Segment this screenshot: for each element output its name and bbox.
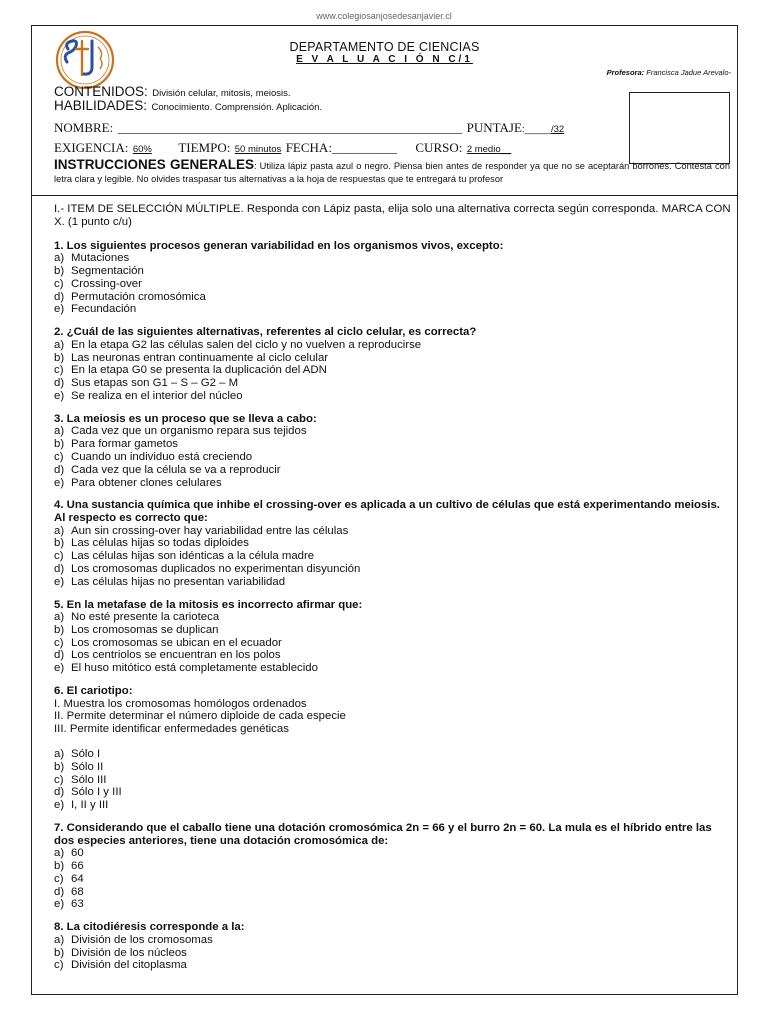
option-letter: d) [54,885,65,898]
option-letter: a) [54,425,65,438]
teacher-line [607,68,731,77]
option-letter: a) [54,847,65,860]
option-letter: e) [54,662,65,675]
option-text: Para obtener clones celulares [71,476,222,489]
option-c[interactable] [54,278,734,291]
option-a[interactable] [54,425,734,438]
option-letter: e) [54,799,65,812]
option-letter: e) [54,575,65,588]
option-text: División de los núcleos [71,946,187,959]
option-text: Los centriolos se encuentran en los polos [71,649,281,662]
exam-header [32,26,737,196]
course-label: CURSO: [415,140,463,155]
time-label: TIEMPO: [178,140,231,155]
option-text: 66 [71,860,84,873]
option-letter: b) [54,438,65,451]
option-b[interactable] [54,352,734,365]
question-8 [54,921,734,972]
option-a[interactable] [54,252,734,265]
option-letter: a) [54,338,65,351]
option-text: I, II y III [71,799,109,812]
option-text: Cuando un individuo está creciendo [71,450,253,463]
option-letter: b) [54,264,65,277]
option-e[interactable] [54,303,734,316]
option-text: Los cromosomas se duplican [71,623,219,636]
question-stem: 2. ¿Cuál de las siguientes alternativas, referentes al ciclo celular, es correcta? [54,326,477,339]
teacher-label: Profesora: [606,68,645,77]
question-stem: 7. Considerando que el caballo tiene una dotación cromosómica 2n = 66 y el burro 2n = 60. La mula es el híbrido entre las dos especies anteriores, tiene una dotación cromosómica de: [54,822,712,847]
option-text: Sólo I y III [71,786,122,799]
option-c[interactable] [54,873,734,886]
option-a[interactable] [54,847,734,860]
score-field[interactable]: :_____ [521,124,551,135]
option-c[interactable] [54,364,734,377]
statement-1: I. Muestra los cromosomas homólogos ordenados [54,697,307,710]
date-field[interactable]: __________ [331,140,397,155]
option-letter: a) [54,252,65,265]
option-b[interactable] [54,624,734,637]
question-3 [54,413,734,490]
option-b[interactable] [54,860,734,873]
option-b[interactable] [54,947,734,960]
option-text: Segmentación [71,264,144,277]
option-letter: c) [54,364,64,377]
option-text: Las células hijas no presentan variabilidad [71,575,286,588]
option-text: División de los cromosomas [71,933,213,946]
option-text: Sólo III [71,773,107,786]
option-e[interactable] [54,576,734,589]
option-text: El huso mitótico está completamente establecido [71,662,318,675]
option-text: Cada vez que un organismo repara sus tejidos [71,425,307,438]
option-letter: c) [54,277,64,290]
option-text: Mutaciones [71,252,130,265]
question-stem: 8. La citodiéresis corresponde a la: [54,921,245,934]
option-text: 68 [71,885,84,898]
option-c[interactable] [54,959,734,972]
evaluation-title: E V A L U A C I Ó N C/1 [296,54,473,65]
option-letter: b) [54,537,65,550]
statement-3: III. Permite identificar enfermedades genéticas [54,723,289,736]
instructions-text: : Utiliza lápiz pasta azul o negro. Piensa bien antes de responder ya que no se aceptarán borrones. Contesta con letra clara y legible. No olvides traspasar tus alternativas a la hoja de respuestas que te entregará tu profesor [54,161,730,184]
option-b[interactable] [54,761,734,774]
score-label: PUNTAJE [466,120,522,135]
skills-label: HABILIDADES: [54,98,148,113]
department-title: DEPARTAMENTO DE CIENCIAS [289,40,480,54]
option-a[interactable] [54,934,734,947]
option-b[interactable] [54,537,734,550]
option-a[interactable] [54,611,734,624]
option-letter: d) [54,377,65,390]
option-letter: a) [54,748,65,761]
option-letter: b) [54,760,65,773]
option-a[interactable] [54,339,734,352]
general-instructions [54,159,730,185]
question-1 [54,240,734,317]
option-letter: c) [54,959,64,972]
option-text: Fecundación [71,303,137,316]
option-c[interactable] [54,451,734,464]
option-text: Cada vez que la célula se va a reproducir [71,463,281,476]
option-text: Sólo I [71,748,101,761]
option-text: Crossing-over [71,277,142,290]
option-e[interactable] [54,799,734,812]
option-text: Las células hijas so todas diploides [71,537,249,550]
question-2 [54,326,734,403]
question-7 [54,822,734,911]
option-letter: d) [54,649,65,662]
name-field[interactable]: _____________________________________________________ [117,120,463,135]
grade-box[interactable] [629,92,730,164]
option-d[interactable] [54,886,734,899]
option-letter: c) [54,872,64,885]
option-e[interactable] [54,390,734,403]
question-stem: 1. Los siguientes procesos generan variabilidad en los organismos vivos, excepto: [54,239,504,252]
question-stem: 3. La meiosis es un proceso que se lleva a cabo: [54,412,317,425]
option-letter: b) [54,623,65,636]
option-a[interactable] [54,748,734,761]
option-e[interactable] [54,898,734,911]
option-text: 64 [71,872,84,885]
option-letter: c) [54,450,64,463]
question-4 [54,499,734,588]
option-d[interactable] [54,786,734,799]
site-url: www.colegiosanjosedesanjavier.cl [316,11,452,21]
exigencia-row [54,139,511,157]
question-stem: 6. El cariotipo: [54,685,133,698]
option-text: 60 [71,847,84,860]
option-d[interactable] [54,649,734,662]
option-letter: d) [54,786,65,799]
option-text: Para formar gametos [71,438,178,451]
option-text: Aun sin crossing-over hay variabilidad entre las células [71,524,349,537]
option-c[interactable] [54,774,734,787]
option-b[interactable] [54,438,734,451]
option-letter: c) [54,550,64,563]
course-value: 2 medio__ [466,144,512,155]
option-text: Las neuronas entran continuamente al ciclo celular [71,351,329,364]
option-d[interactable] [54,464,734,477]
option-b[interactable] [54,265,734,278]
option-text: 63 [71,898,84,911]
option-c[interactable] [54,550,734,563]
option-text: Los cromosomas se ubican en el ecuador [71,636,282,649]
statement-2: II. Permite determinar el número diploide de cada especie [54,710,346,723]
option-e[interactable] [54,662,734,675]
option-d[interactable] [54,291,734,304]
option-text: Sus etapas son G1 – S – G2 – M [71,377,239,390]
option-letter: a) [54,611,65,624]
option-d[interactable] [54,377,734,390]
question-6 [54,685,734,812]
option-letter: d) [54,463,65,476]
option-text: Permutación cromosómica [71,290,206,303]
option-letter: d) [54,290,65,303]
option-letter: b) [54,860,65,873]
option-text: Los cromosomas duplicados no experimentan disyunción [71,562,361,575]
question-stem: 4. Una sustancia química que inhibe el crossing-over es aplicada a un cultivo de células que está experimentando meiosis. Al respecto es correcto que: [54,499,720,524]
name-row [54,119,564,137]
section-intro: I.- ITEM DE SELECCIÓN MÚLTIPLE. Responda con Lápiz pasta, elija solo una alternativa correcta según corresponda. MARCA CON X. (1 punto c/u) [54,203,731,228]
option-c[interactable] [54,637,734,650]
date-label: FECHA: [285,140,332,155]
time-value: 50 minutos [234,144,282,155]
option-a[interactable] [54,525,734,538]
exigencia-label: EXIGENCIA: [54,140,129,155]
teacher-name: Francisca Jadue Arevalo- [646,68,731,77]
option-letter: d) [54,562,65,575]
option-text: División del citoplasma [71,959,187,972]
exigencia-value: 60% [132,144,152,155]
instructions-label: INSTRUCCIONES GENERALES [54,157,255,172]
option-e[interactable] [54,477,734,490]
option-text: No esté presente la carioteca [71,611,220,624]
score-total: /32 [551,124,565,135]
option-letter: e) [54,476,65,489]
option-d[interactable] [54,563,734,576]
question-5 [54,599,734,676]
option-letter: a) [54,933,65,946]
option-letter: c) [54,773,64,786]
option-text: En la etapa G2 las células salen del ciclo y no vuelven a reproducirse [71,338,422,351]
contents-value: División celular, mitosis, meiosis. [152,88,291,99]
option-letter: b) [54,351,65,364]
option-letter: c) [54,636,64,649]
option-letter: a) [54,524,65,537]
question-stem: 5. En la metafase de la mitosis es incorrecto afirmar que: [54,598,363,611]
skills-value: Conocimiento. Comprensión. Aplicación. [151,102,323,113]
option-text: En la etapa G0 se presenta la duplicación del ADN [71,364,327,377]
skills-row [54,97,322,115]
option-text: Las células hijas son idénticas a la célula madre [71,550,315,563]
option-letter: e) [54,303,65,316]
option-text: Sólo II [71,760,104,773]
questions-area [54,203,734,982]
contents-label: CONTENIDOS: [54,84,148,99]
option-letter: b) [54,946,65,959]
option-text: Se realiza en el interior del núcleo [71,389,243,402]
option-letter: e) [54,389,65,402]
exam-frame [31,25,738,995]
option-letter: e) [54,898,65,911]
name-label: NOMBRE: [54,120,114,135]
